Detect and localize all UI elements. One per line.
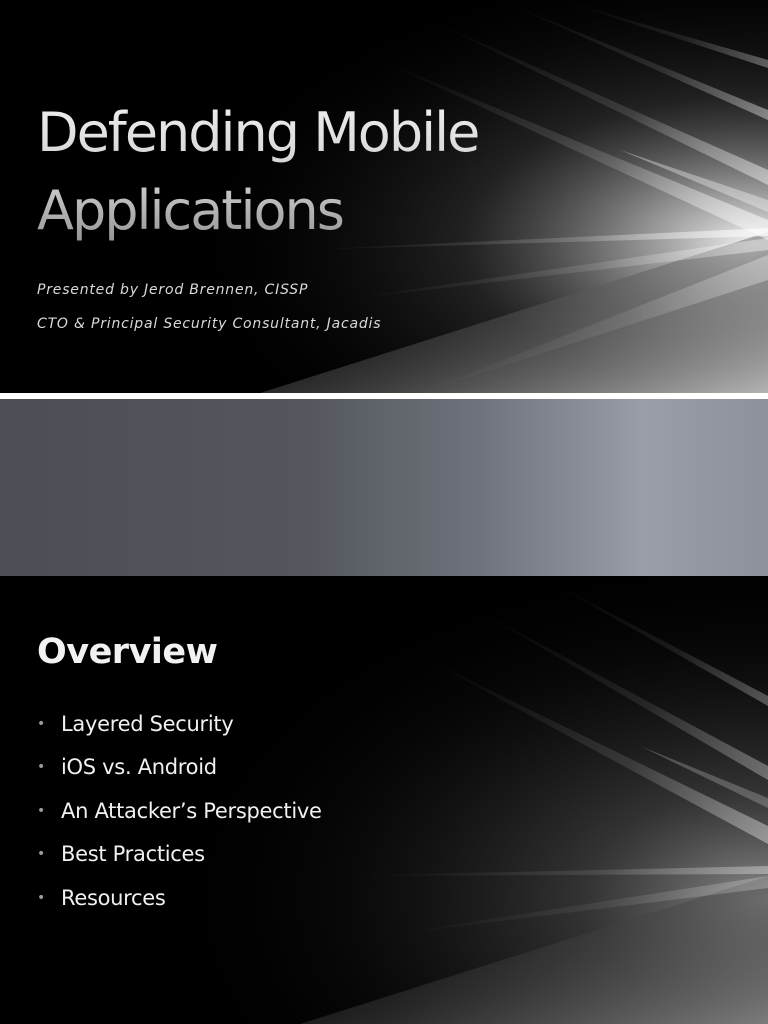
bullet-item bbox=[37, 702, 322, 746]
bullet-text: Best Practices bbox=[61, 842, 205, 867]
title-slide bbox=[0, 0, 768, 393]
presenter-line: Presented by Jerod Brennen, CISSP bbox=[37, 282, 309, 298]
bullet-dot-icon: • bbox=[37, 846, 46, 863]
bullet-dot-icon: • bbox=[37, 759, 46, 776]
slide-title-line-2: Applications bbox=[37, 179, 343, 242]
bullet-item bbox=[37, 833, 322, 877]
slide-title-line-1: Defending Mobile bbox=[37, 101, 479, 164]
overview-slide bbox=[0, 576, 768, 1024]
bullet-text: Layered Security bbox=[61, 711, 234, 736]
bullet-item bbox=[37, 746, 322, 790]
bullet-text: An Attacker’s Perspective bbox=[61, 798, 322, 823]
bullet-item bbox=[37, 789, 322, 833]
bullet-dot-icon: • bbox=[37, 889, 46, 906]
bullet-item bbox=[37, 876, 322, 920]
bullet-text: iOS vs. Android bbox=[61, 755, 217, 780]
slide-title bbox=[37, 94, 657, 250]
bullet-dot-icon: • bbox=[37, 802, 46, 819]
bullet-list bbox=[37, 702, 322, 920]
gray-gap-panel bbox=[0, 399, 768, 576]
bullet-dot-icon: • bbox=[37, 715, 46, 732]
role-line: CTO & Principal Security Consultant, Jacadis bbox=[37, 316, 382, 332]
slide-heading: Overview bbox=[37, 632, 218, 672]
bullet-text: Resources bbox=[61, 885, 166, 910]
